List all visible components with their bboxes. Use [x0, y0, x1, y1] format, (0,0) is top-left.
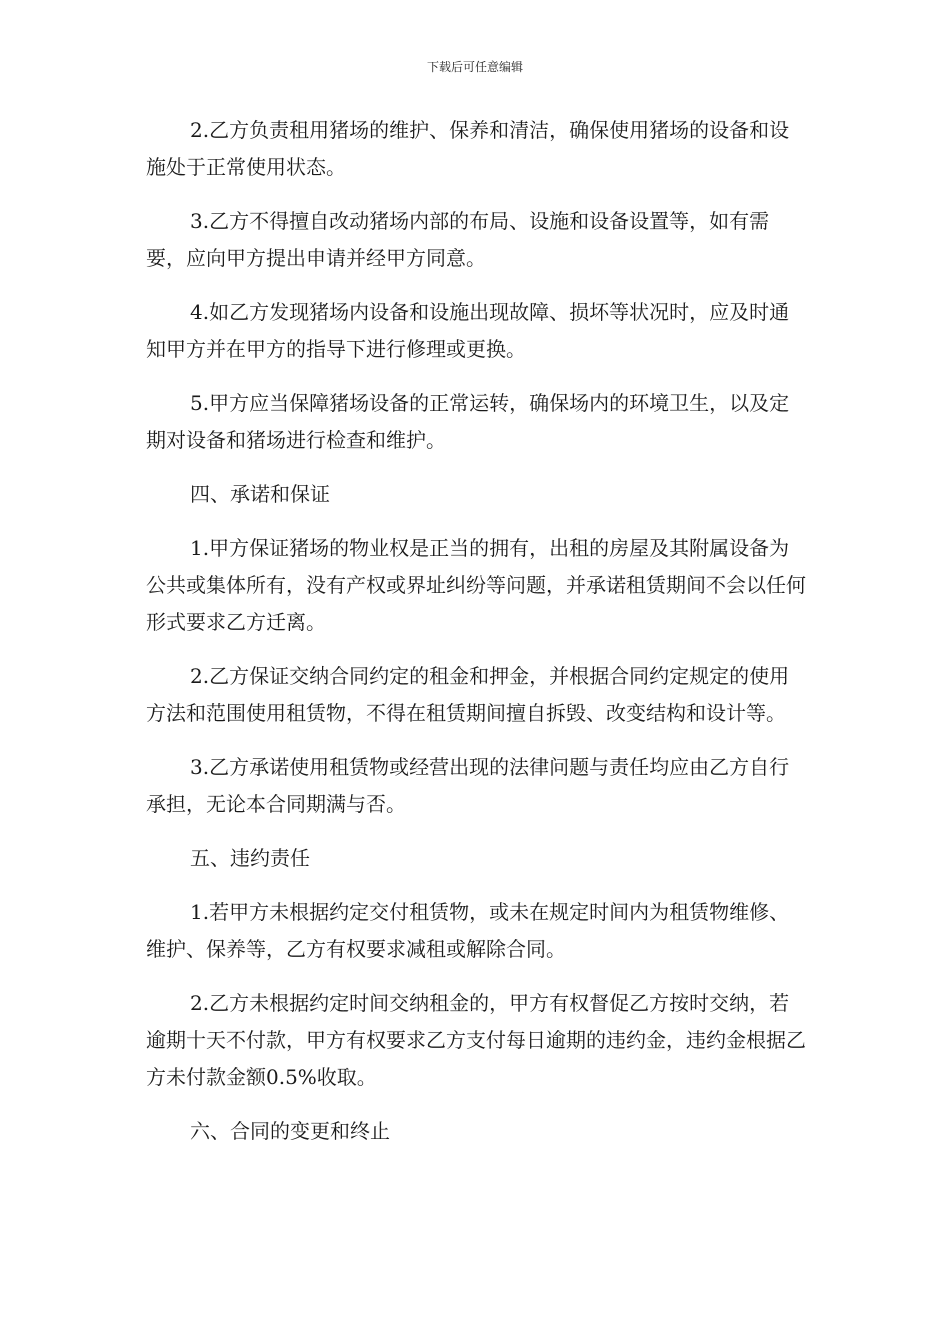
paragraph-equipment-guarantee: 5.甲方应当保障猪场设备的正常运转，确保场内的环境卫生，以及定期对设备和猪场进行检查和维护。: [146, 391, 790, 452]
paragraph-maintenance: 2.乙方负责租用猪场的维护、保养和清洁，确保使用猪场的设备和设施处于正常使用状态。: [146, 118, 790, 179]
paragraph-late-payment: 2.乙方未根据约定时间交纳租金的，甲方有权督促乙方按时交纳，若逾期十天不付款，甲方有权要求乙方支付每日逾期的违约金，违约金根据乙方未付款金额0.5%收取。: [146, 991, 806, 1089]
section-heading-commitment: 四、承诺和保证: [190, 482, 330, 506]
paragraph-legal-liability: 3.乙方承诺使用租赁物或经营出现的法律问题与责任均应由乙方自行承担，无论本合同期满与否。: [146, 755, 790, 816]
paragraph-lessor-breach: 1.若甲方未根据约定交付租赁物，或未在规定时间内为租赁物维修、维护、保养等，乙方有权要求减租或解除合同。: [146, 900, 790, 961]
paragraph-fault-report: 4.如乙方发现猪场内设备和设施出现故障、损坏等状况时，应及时通知甲方并在甲方的指导下进行修理或更换。: [146, 300, 790, 361]
header-note: 下载后可任意编辑: [426, 60, 523, 74]
paragraph-rent-deposit: 2.乙方保证交纳合同约定的租金和押金，并根据合同约定规定的使用方法和范围使用租赁物，不得在租赁期间擅自拆毁、改变结构和设计等。: [146, 664, 790, 725]
paragraph-no-modification: 3.乙方不得擅自改动猪场内部的布局、设施和设备设置等，如有需要，应向甲方提出申请并经甲方同意。: [146, 209, 770, 270]
section-heading-breach: 五、违约责任: [190, 846, 310, 870]
section-heading-change-termination: 六、合同的变更和终止: [190, 1119, 390, 1143]
document-body: [146, 112, 806, 1167]
paragraph-property-right: 1.甲方保证猪场的物业权是正当的拥有，出租的房屋及其附属设备为公共或集体所有，没有产权或界址纠纷等问题，并承诺租赁期间不会以任何形式要求乙方迁离。: [146, 536, 806, 634]
